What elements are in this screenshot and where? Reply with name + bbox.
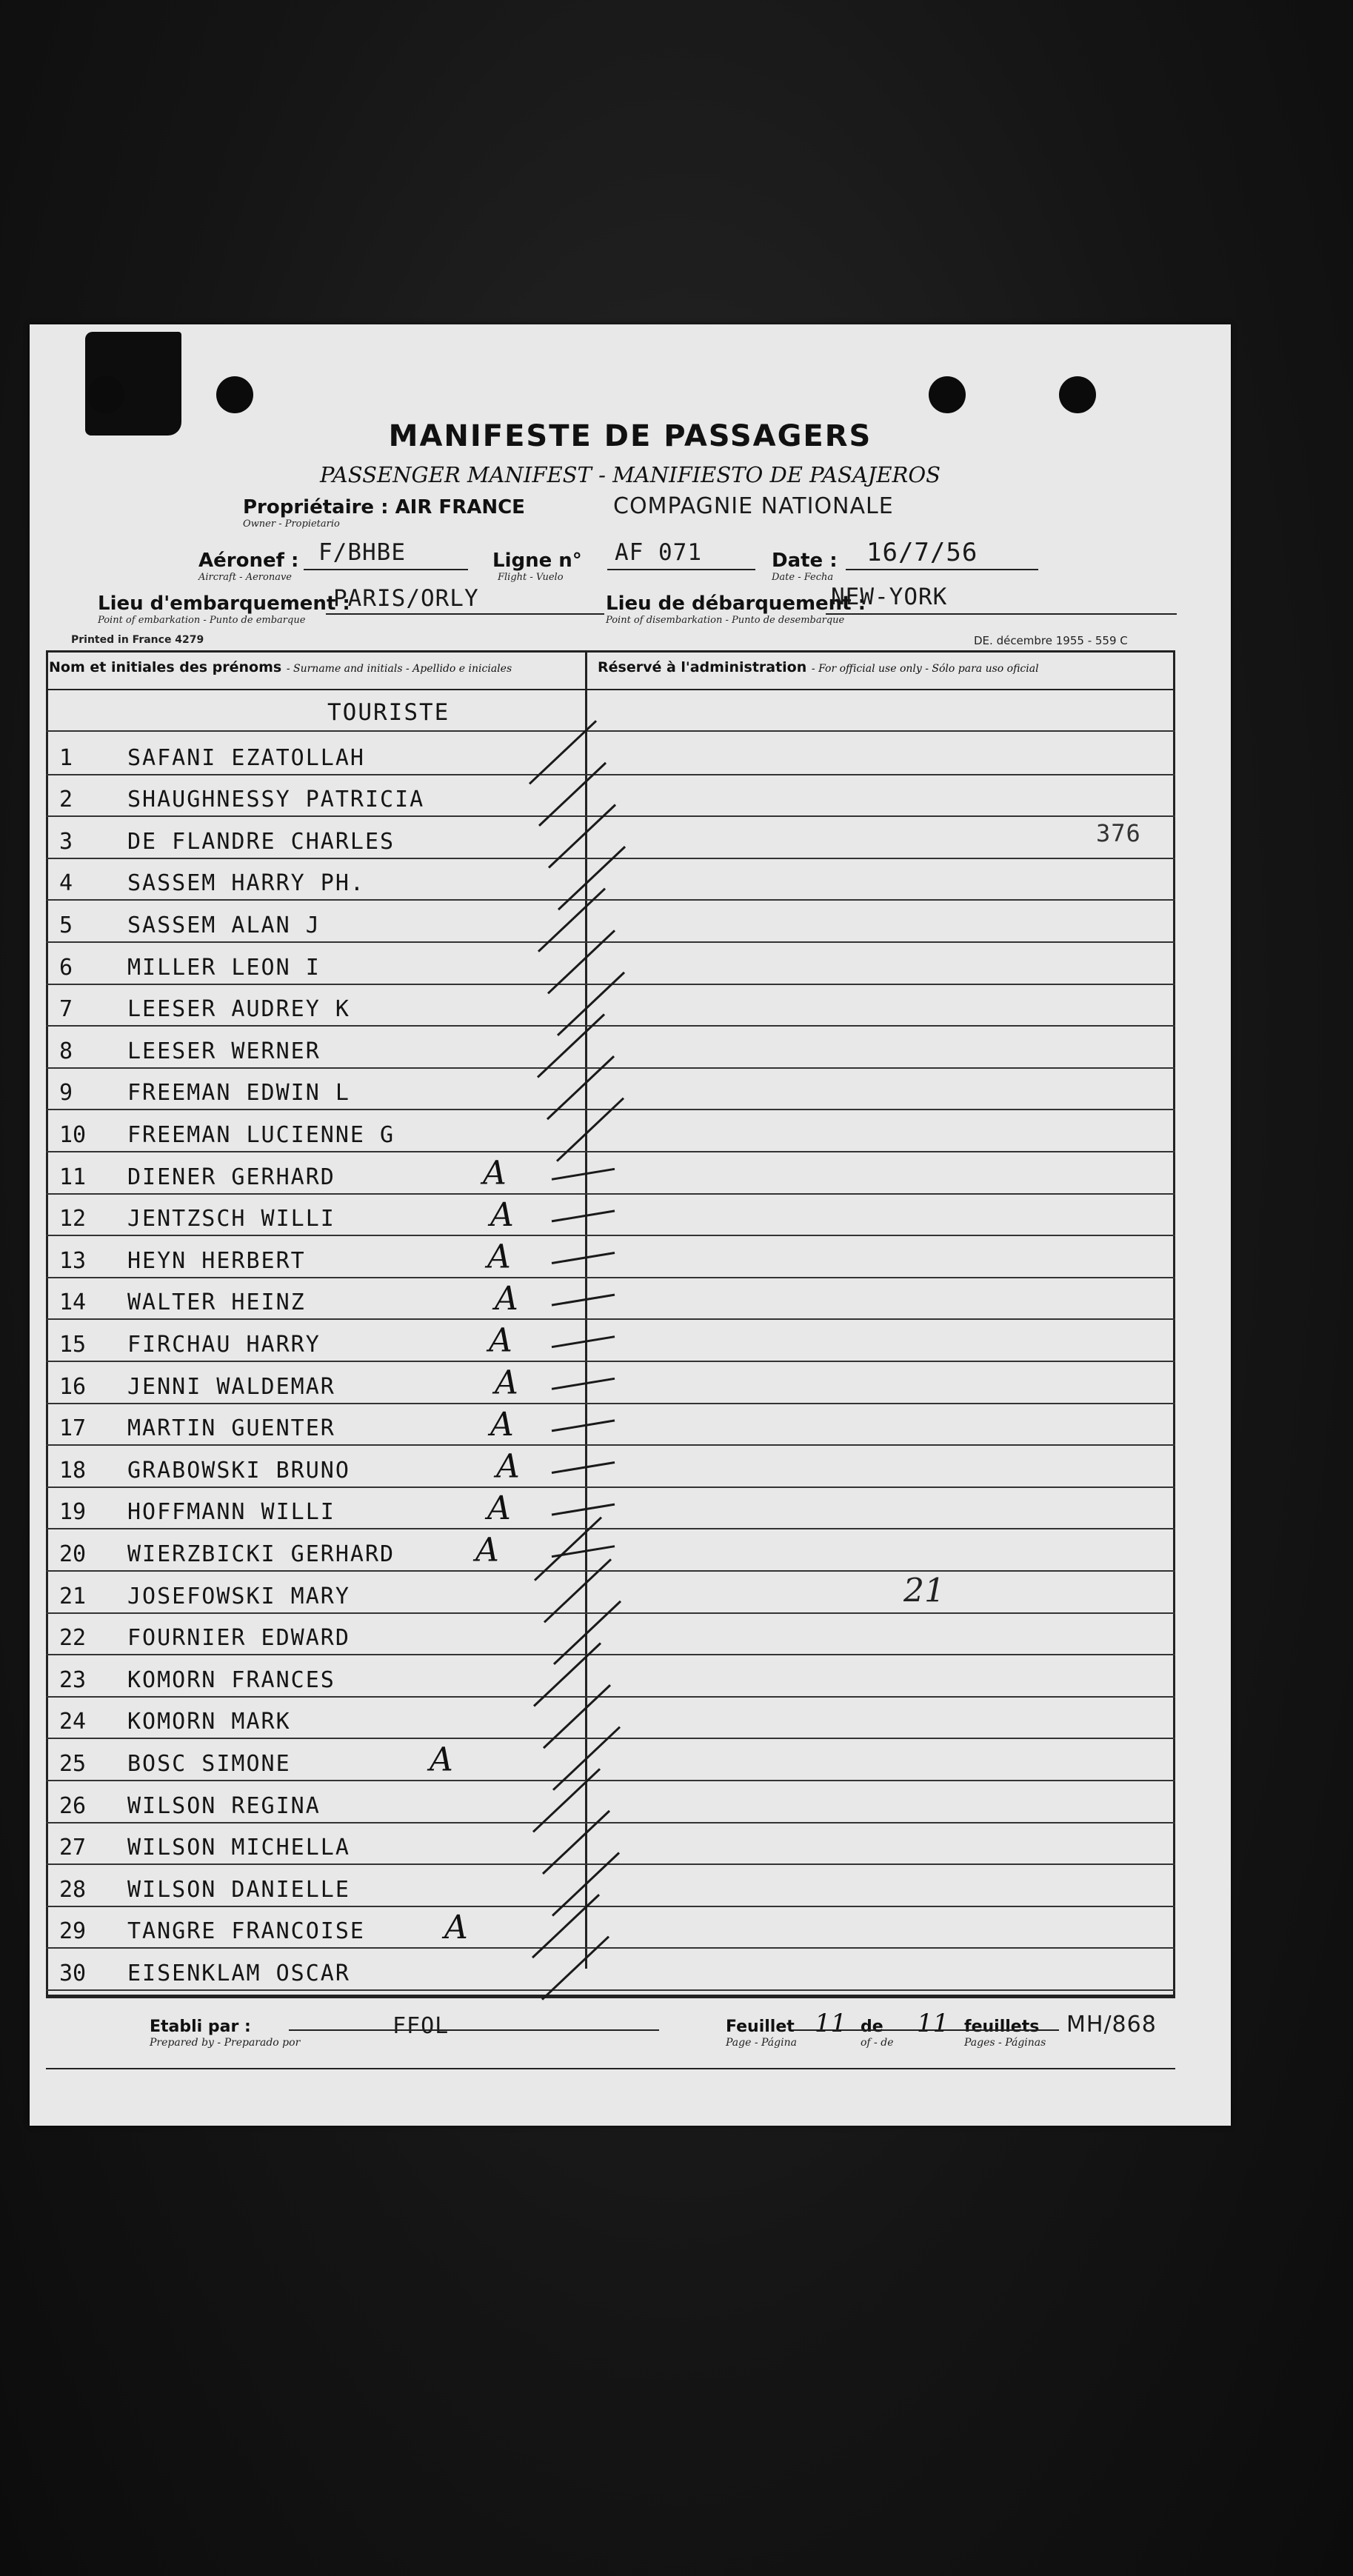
- check-stroke: [535, 1518, 601, 1581]
- admin-column-sublabel: - For official use only - Sólo para uso oficial: [811, 663, 1039, 675]
- category-label: TOURISTE: [327, 699, 450, 726]
- passenger-name: WILSON DANIELLE: [127, 1876, 350, 1903]
- disembark-label: Lieu de débarquement :: [606, 593, 866, 615]
- passenger-name: FREEMAN LUCIENNE G: [127, 1121, 395, 1148]
- manifest-reference: MH/868: [1066, 2012, 1157, 2038]
- handwritten-a-mark: A: [483, 1154, 507, 1192]
- passenger-name: FOURNIER EDWARD: [127, 1625, 350, 1652]
- aircraft-value: F/BHBE: [318, 539, 406, 566]
- prepared-sublabel: Prepared by - Preparado por: [150, 2037, 301, 2049]
- passenger-name: TANGRE FRANCOISE: [127, 1918, 365, 1945]
- names-column-label: Nom et initiales des prénoms: [49, 659, 282, 675]
- handwritten-a-mark: A: [490, 1195, 514, 1234]
- punch-hole-2: [216, 376, 253, 413]
- prepared-label: Etabli par :: [150, 2018, 251, 2036]
- passenger-name: MILLER LEON I: [127, 954, 321, 981]
- passenger-name: HEYN HERBERT: [127, 1247, 306, 1274]
- check-stroke: [547, 1056, 614, 1119]
- passenger-number: 8: [59, 1038, 73, 1064]
- passenger-number: 4: [59, 870, 73, 897]
- flight-label: Ligne n°: [492, 550, 582, 572]
- passenger-name: LEESER AUDREY K: [127, 996, 350, 1023]
- passenger-name: KOMORN FRANCES: [127, 1666, 335, 1693]
- passenger-name: EISENKLAM OSCAR: [127, 1960, 350, 1986]
- tick-dash: [552, 1421, 615, 1431]
- tick-dash: [552, 1337, 615, 1347]
- passenger-number: 2: [59, 787, 73, 813]
- passenger-name: JOSEFOWSKI MARY: [127, 1583, 350, 1609]
- passenger-number: 14: [59, 1289, 87, 1316]
- sheet-total: 11: [917, 2009, 949, 2038]
- handwritten-a-mark: A: [495, 1364, 518, 1402]
- sheet-sublabel: Page - Página: [726, 2037, 797, 2049]
- handwritten-a-mark: A: [496, 1447, 520, 1486]
- passenger-name: JENTZSCH WILLI: [127, 1206, 335, 1232]
- check-stroke: [543, 1811, 609, 1874]
- punch-hole-4: [1059, 376, 1096, 413]
- passenger-number: 15: [59, 1331, 87, 1358]
- passenger-number: 7: [59, 996, 73, 1023]
- passenger-name: HOFFMANN WILLI: [127, 1499, 335, 1526]
- passenger-number: 27: [59, 1835, 87, 1861]
- passenger-number: 24: [59, 1709, 87, 1735]
- prepared-value: FFOL: [392, 2013, 450, 2039]
- passenger-name: GRABOWSKI BRUNO: [127, 1457, 350, 1484]
- tick-dash: [552, 1253, 615, 1264]
- flight-sublabel: Flight - Vuelo: [498, 572, 564, 583]
- passenger-name: WILSON REGINA: [127, 1792, 321, 1819]
- check-stroke: [529, 721, 596, 784]
- manifest-title: MANIFESTE DE PASSAGERS: [388, 419, 872, 453]
- owner-value: COMPAGNIE NATIONALE: [613, 493, 894, 519]
- handwritten-a-mark: A: [487, 1238, 511, 1276]
- passenger-number: 21: [59, 1583, 87, 1609]
- passenger-number: 20: [59, 1541, 87, 1567]
- passenger-number: 18: [59, 1457, 87, 1484]
- sheet-number: 11: [815, 2009, 847, 2038]
- tick-dash: [552, 1378, 615, 1389]
- passenger-number: 11: [59, 1164, 87, 1190]
- passenger-number: 17: [59, 1415, 87, 1442]
- passenger-name: FREEMAN EDWIN L: [127, 1080, 350, 1107]
- form-reference: DE. décembre 1955 - 559 C: [974, 634, 1128, 647]
- passenger-number: 12: [59, 1206, 87, 1232]
- handwritten-note: 21: [903, 1572, 945, 1610]
- manifest-subtitle: PASSENGER MANIFEST - MANIFIESTO DE PASAJEROS: [319, 462, 941, 487]
- tick-dash: [552, 1546, 615, 1557]
- check-stroke: [542, 1937, 609, 2000]
- date-value: 16/7/56: [866, 538, 978, 567]
- of-label: de: [861, 2018, 883, 2036]
- passenger-number: 9: [59, 1080, 73, 1107]
- passenger-name: SAFANI EZATOLLAH: [127, 744, 365, 771]
- handwritten-checkmarks: [30, 324, 1231, 2126]
- check-stroke: [549, 805, 615, 868]
- flight-value: AF 071: [615, 539, 702, 566]
- handwritten-a-mark: A: [495, 1280, 518, 1318]
- passenger-number: 13: [59, 1247, 87, 1274]
- handwritten-a-mark: A: [490, 1405, 514, 1444]
- punch-hole-3: [929, 376, 966, 413]
- check-stroke: [539, 763, 606, 826]
- passenger-number: 3: [59, 828, 73, 855]
- names-column-sublabel: - Surname and initials - Apellido e iniciales: [286, 663, 512, 675]
- passenger-name: LEESER WERNER: [127, 1038, 321, 1064]
- check-stroke: [557, 1098, 624, 1161]
- printed-note: Printed in France 4279: [71, 634, 204, 646]
- of-sublabel: of - de: [861, 2037, 894, 2049]
- tick-dash: [552, 1211, 615, 1221]
- passenger-name: DIENER GERHARD: [127, 1164, 335, 1190]
- embark-label: Lieu d'embarquement :: [98, 593, 350, 615]
- admin-note: 376: [1096, 819, 1141, 847]
- punch-hole-1: [87, 376, 124, 413]
- tick-dash: [552, 1504, 615, 1515]
- passenger-number: 25: [59, 1750, 87, 1777]
- handwritten-a-mark: A: [444, 1909, 468, 1947]
- passenger-name: SASSEM HARRY PH.: [127, 870, 365, 897]
- passenger-name: SHAUGHNESSY PATRICIA: [127, 787, 425, 813]
- passenger-number: 5: [59, 912, 73, 938]
- passenger-number: 29: [59, 1918, 87, 1945]
- passenger-number: 10: [59, 1121, 87, 1148]
- passenger-name: JENNI WALDEMAR: [127, 1373, 335, 1400]
- passenger-number: 19: [59, 1499, 87, 1526]
- handwritten-a-mark: A: [475, 1531, 499, 1569]
- passenger-number: 1: [59, 744, 73, 771]
- passenger-number: 26: [59, 1792, 87, 1819]
- admin-column-label: Réservé à l'administration: [598, 659, 807, 675]
- tick-dash: [552, 1463, 615, 1473]
- date-label: Date :: [772, 550, 838, 572]
- handwritten-a-mark: A: [487, 1489, 511, 1528]
- check-stroke: [544, 1559, 611, 1622]
- sheets-label: feuillets: [964, 2018, 1040, 2036]
- manifest-sheet: [30, 324, 1231, 2126]
- check-stroke: [544, 1685, 610, 1748]
- passenger-number: 28: [59, 1876, 87, 1903]
- aircraft-label: Aéronef :: [198, 550, 299, 572]
- aircraft-sublabel: Aircraft - Aeronave: [198, 572, 292, 583]
- passenger-number: 30: [59, 1960, 87, 1986]
- owner-sublabel: Owner - Propietario: [243, 518, 340, 530]
- sheet-label: Feuillet: [726, 2018, 795, 2036]
- tick-dash: [552, 1169, 615, 1179]
- passenger-name: WALTER HEINZ: [127, 1289, 306, 1316]
- check-stroke: [548, 930, 615, 993]
- sheets-sublabel: Pages - Páginas: [964, 2037, 1046, 2049]
- passenger-number: 23: [59, 1666, 87, 1693]
- embark-sublabel: Point of embarkation - Punto de embarque: [98, 615, 306, 626]
- passenger-number: 16: [59, 1373, 87, 1400]
- date-sublabel: Date - Fecha: [772, 572, 834, 583]
- passenger-name: DE FLANDRE CHARLES: [127, 828, 395, 855]
- disembark-value: NEW-YORK: [831, 584, 948, 610]
- passenger-name: WIERZBICKI GERHARD: [127, 1541, 395, 1567]
- disembark-sublabel: Point of disembarkation - Punto de desembarque: [606, 615, 845, 626]
- passenger-name: MARTIN GUENTER: [127, 1415, 335, 1442]
- passenger-name: FIRCHAU HARRY: [127, 1331, 321, 1358]
- handwritten-a-mark: A: [489, 1321, 512, 1360]
- passenger-name: WILSON MICHELLA: [127, 1835, 350, 1861]
- handwritten-a-mark: A: [430, 1741, 453, 1779]
- tick-dash: [552, 1295, 615, 1305]
- passenger-number: 22: [59, 1625, 87, 1652]
- embark-value: PARIS/ORLY: [333, 585, 479, 612]
- passenger-name: KOMORN MARK: [127, 1709, 291, 1735]
- owner-label: Propriétaire : AIR FRANCE: [243, 496, 525, 518]
- passenger-name: SASSEM ALAN J: [127, 912, 321, 938]
- passenger-name: BOSC SIMONE: [127, 1750, 291, 1777]
- passenger-number: 6: [59, 954, 73, 981]
